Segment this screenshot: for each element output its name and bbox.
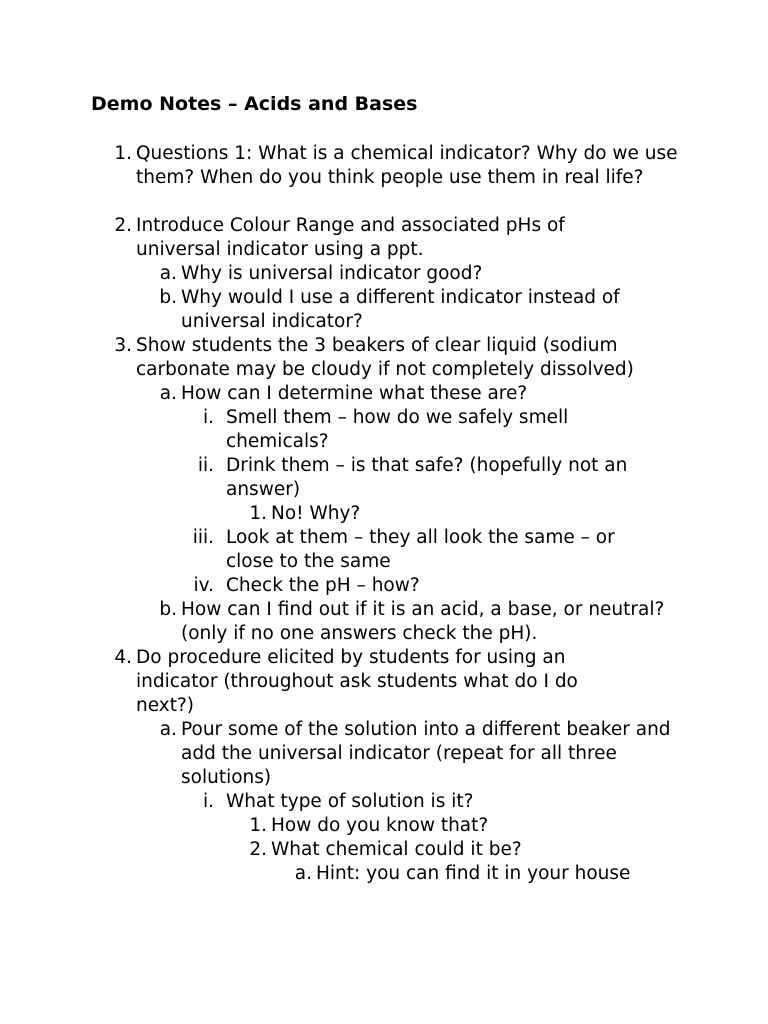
list-marker: iv. bbox=[193, 575, 214, 596]
list-item bbox=[202, 406, 626, 454]
list-marker: 3. bbox=[114, 335, 132, 356]
list-item bbox=[197, 454, 676, 502]
list-marker: a. bbox=[294, 863, 312, 884]
list-marker: i. bbox=[202, 791, 214, 812]
list-marker: 4. bbox=[114, 647, 132, 668]
list-item bbox=[159, 382, 681, 406]
list-marker: b. bbox=[159, 599, 177, 620]
list-item bbox=[249, 814, 671, 838]
list-item bbox=[159, 286, 681, 334]
list-marker: ii. bbox=[197, 455, 214, 476]
list-marker: a. bbox=[159, 719, 177, 740]
list-item bbox=[159, 598, 681, 646]
list-item-text: How can I determine what these are? bbox=[181, 383, 528, 404]
list-item bbox=[193, 574, 666, 598]
list-item-text: Show students the 3 beakers of clear liquid (sodium carbonate may be cloudy if not completely dissolved) bbox=[136, 335, 634, 380]
list-item-text: How can I find out if it is an acid, a base, or neutral? (only if no one answers check the pH). bbox=[181, 599, 665, 644]
list-item-text: What type of solution is it? bbox=[226, 791, 474, 812]
list-item bbox=[114, 334, 696, 382]
list-item bbox=[202, 790, 666, 814]
list-item-text: Check the pH – how? bbox=[226, 575, 420, 596]
list-marker: 1. bbox=[114, 143, 132, 164]
list-item-text: Why would I use a different indicator instead of universal indicator? bbox=[181, 287, 620, 332]
list-item-text: Why is universal indicator good? bbox=[181, 263, 483, 284]
list-item bbox=[159, 262, 681, 286]
list-item bbox=[249, 838, 671, 862]
list-item-text: Introduce Colour Range and associated pHs of universal indicator using a ppt. bbox=[136, 215, 565, 260]
list-item-text: Smell them – how do we safely smell chemicals? bbox=[226, 407, 569, 452]
list-item bbox=[159, 718, 681, 790]
list-marker: 1. bbox=[249, 815, 267, 836]
list-marker: 2. bbox=[249, 839, 267, 860]
page-title: Demo Notes – Acids and Bases bbox=[91, 93, 418, 115]
list-marker: b. bbox=[159, 287, 177, 308]
list-item-text: No! Why? bbox=[271, 503, 361, 524]
list-item-text: Look at them – they all look the same – or close to the same bbox=[226, 527, 615, 572]
list-marker: a. bbox=[159, 263, 177, 284]
list-item-text: Hint: you can find it in your house bbox=[316, 863, 631, 884]
list-item-text: Do procedure elicited by students for using an indicator (throughout ask students what do I do next?) bbox=[136, 647, 578, 716]
list-item-text: How do you know that? bbox=[271, 815, 489, 836]
list-item-text: Pour some of the solution into a different beaker and add the universal indicator (repeat for all three solutions) bbox=[181, 719, 671, 788]
list-item bbox=[249, 502, 671, 526]
list-marker: 2. bbox=[114, 215, 132, 236]
list-item bbox=[114, 142, 696, 190]
list-marker: iii. bbox=[192, 527, 214, 548]
list-item-text: Questions 1: What is a chemical indicator? Why do we use them? When do you think people use them in real life? bbox=[136, 143, 678, 188]
list-item-text: Drink them – is that safe? (hopefully not an answer) bbox=[226, 455, 628, 500]
list-item bbox=[114, 646, 636, 718]
list-item-text: What chemical could it be? bbox=[271, 839, 522, 860]
list-item bbox=[114, 214, 636, 262]
list-item bbox=[192, 526, 666, 574]
list-marker: 1. bbox=[249, 503, 267, 524]
list-item bbox=[294, 862, 716, 886]
list-marker: i. bbox=[202, 407, 214, 428]
list-marker: a. bbox=[159, 383, 177, 404]
